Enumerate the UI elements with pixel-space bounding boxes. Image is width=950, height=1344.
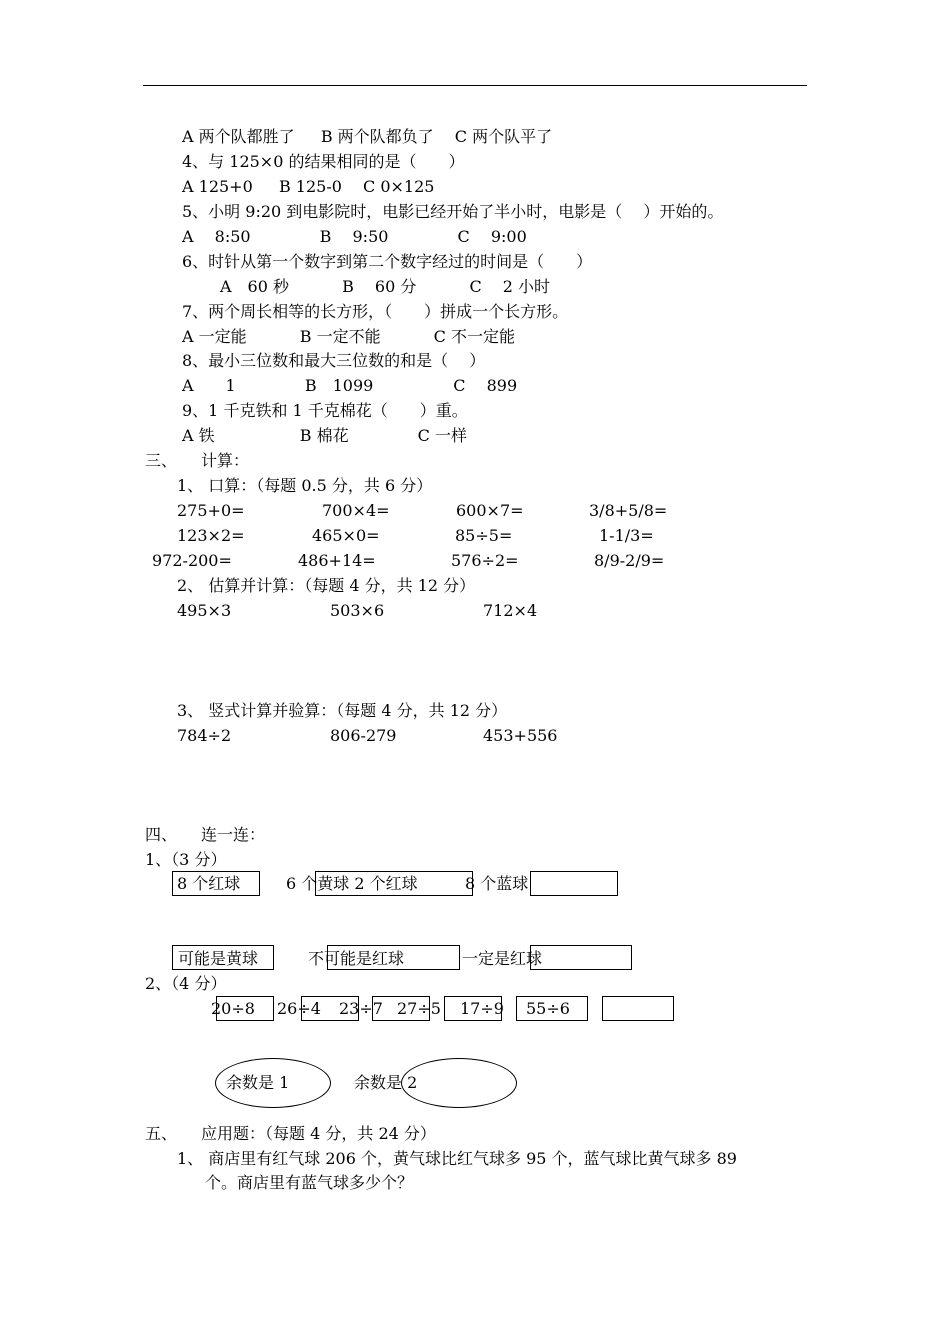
section3-heading: 三、 计算：: [145, 451, 250, 470]
calc-item: 972-200=: [152, 551, 232, 570]
division-item: 27÷5: [397, 999, 441, 1018]
section4-heading: 四、 连一连：: [145, 825, 266, 844]
calc-item: 576÷2=: [451, 551, 519, 570]
header-rule: [143, 85, 807, 86]
calc-item: 465×0=: [312, 526, 380, 545]
calc-item: 486+14=: [298, 551, 376, 570]
part1-title: 1、（3 分）: [145, 850, 227, 869]
match-box: [530, 945, 632, 970]
q8-options: A 1 B 1099 C 899: [182, 376, 518, 395]
division-item: 55÷6: [526, 999, 570, 1018]
estimate-item: 712×4: [483, 601, 538, 620]
q4-text: 4、与 125×0 的结果相同的是（ ）: [182, 152, 465, 171]
division-item: 20÷8: [211, 999, 255, 1018]
oral-calc-title: 1、 口算：（每题 0.5 分，共 6 分）: [177, 476, 433, 495]
calc-item: 275+0=: [177, 501, 245, 520]
division-item: 17÷9: [460, 999, 504, 1018]
calc-item: 700×4=: [322, 501, 390, 520]
ball-set-label: 8 个红球: [177, 874, 241, 893]
vertical-calc-title: 3、 竖式计算并验算：（每题 4 分，共 12 分）: [177, 701, 508, 720]
calc-item: 3/8+5/8=: [589, 501, 668, 520]
q7-options: A 一定能 B 一定不能 C 不一定能: [182, 327, 515, 346]
estimate-item: 495×3: [177, 601, 232, 620]
ball-set-label: 8 个蓝球: [465, 874, 529, 893]
vertical-item: 806-279: [330, 726, 397, 745]
q7-text: 7、两个周长相等的长方形，（ ）拼成一个长方形。: [182, 302, 569, 321]
remainder-oval: [401, 1058, 517, 1108]
word-problem-1: 1、 商店里有红气球 206 个，黄气球比红气球多 95 个，蓝气球比黄气球多 89: [177, 1149, 737, 1168]
q9-options: A 铁 B 棉花 C 一样: [182, 426, 467, 445]
calc-item: 1-1/3=: [599, 526, 654, 545]
estimate-title: 2、 估算并计算：（每题 4 分，共 12 分）: [177, 576, 476, 595]
calc-item: 600×7=: [456, 501, 524, 520]
division-box: [602, 996, 674, 1021]
remainder-label: 余数是 2: [354, 1073, 418, 1092]
calc-item: 123×2=: [177, 526, 245, 545]
ball-set-label: 6 个黄球 2 个红球: [286, 874, 418, 893]
word-problem-1-cont: 个。商店里有蓝气球多少个？: [205, 1173, 414, 1192]
q5-text: 5、小明 9:20 到电影院时，电影已经开始了半小时，电影是（ ）开始的。: [182, 202, 724, 221]
part2-title: 2、（4 分）: [145, 974, 227, 993]
q4-options: A 125+0 B 125-0 C 0×125: [182, 177, 435, 196]
match-box: [530, 871, 618, 896]
outcome-label: 不可能是红球: [308, 949, 405, 968]
outcome-label: 可能是黄球: [178, 949, 259, 968]
vertical-item: 784÷2: [177, 726, 232, 745]
q6-options: A 60 秒 B 60 分 C 2 小时: [220, 277, 551, 296]
vertical-item: 453+556: [483, 726, 558, 745]
q3-options: A 两个队都胜了 B 两个队都负了 C 两个队平了: [182, 127, 553, 146]
q9-text: 9、1 千克铁和 1 千克棉花（ ）重。: [182, 401, 468, 420]
calc-item: 85÷5=: [455, 526, 513, 545]
calc-item: 8/9-2/9=: [594, 551, 665, 570]
section5-heading: 五、 应用题：（每题 4 分，共 24 分）: [145, 1124, 436, 1143]
division-item: 26÷4: [277, 999, 321, 1018]
q5-options: A 8:50 B 9:50 C 9:00: [182, 227, 527, 246]
remainder-label: 余数是 1: [226, 1073, 290, 1092]
division-item: 23÷7: [339, 999, 383, 1018]
estimate-item: 503×6: [330, 601, 385, 620]
outcome-label: 一定是红球: [462, 949, 543, 968]
q8-text: 8、最小三位数和最大三位数的和是（ ）: [182, 351, 486, 370]
q6-text: 6、时针从第一个数字到第二个数字经过的时间是（ ）: [182, 252, 593, 271]
